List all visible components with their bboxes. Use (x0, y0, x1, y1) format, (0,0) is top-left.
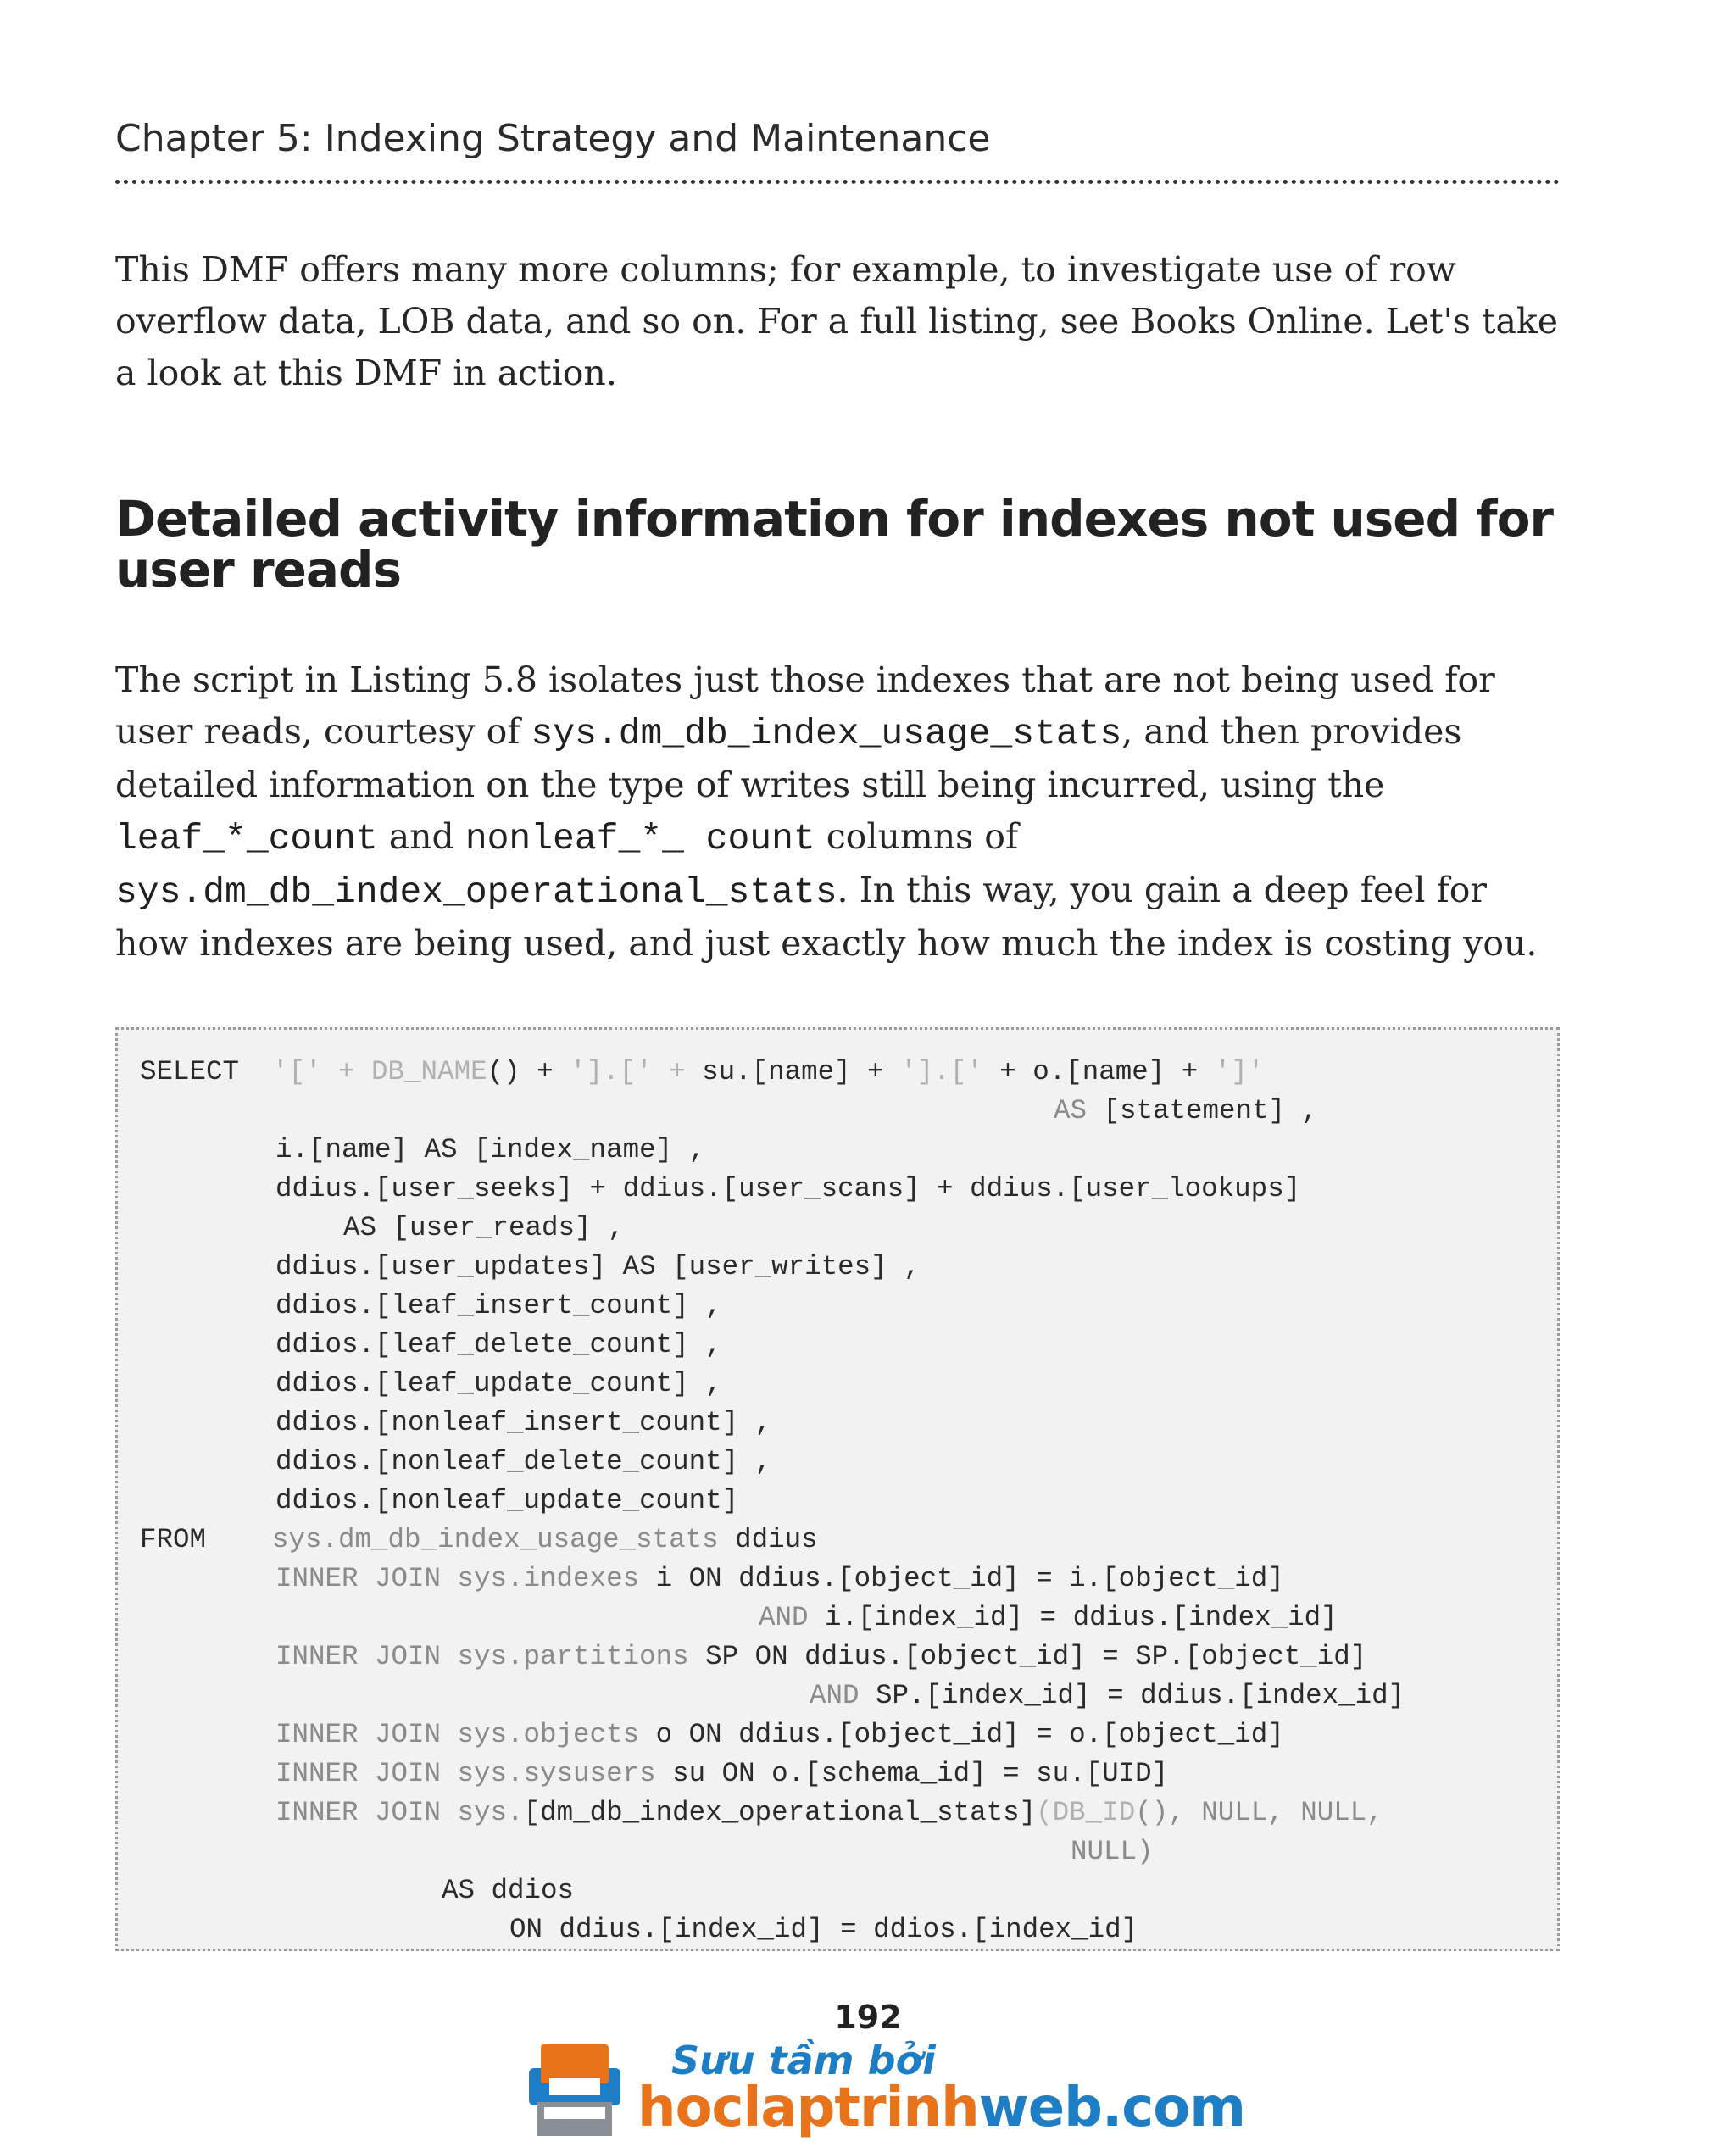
chapter-title: Chapter 5: Indexing Strategy and Maintenance (115, 117, 991, 160)
intro-paragraph: This DMF offers many more columns; for example, to investigate use of row overflow data, LOB data, and so on. For a full listing, see Books Online. Let's take a look at this DMF in action. (115, 249, 1559, 393)
section-heading: Detailed activity information for indexes not used for user reads (115, 490, 1554, 598)
code-line: ddios.[nonleaf_insert_count] , (275, 1407, 772, 1438)
code-line: AS [user_reads] , (343, 1212, 625, 1243)
code-line: ddios.[nonleaf_delete_count] , (275, 1446, 772, 1477)
code-line: ddius.[user_updates] AS [user_writes] , (275, 1251, 921, 1282)
inline-code: leaf_*_count (115, 818, 378, 859)
code-line: AS [statement] , (1054, 1095, 1319, 1126)
code-line: NULL) (1071, 1836, 1154, 1867)
section-paragraph: The script in Listing 5.8 isolates just those indexes that are not being used for user reads, courtesy of sys.dm_db_index_usage_stats, and then provides detailed information on the type of writes still being incurred, using the leaf_*_count and nonleaf_*_ count columns of sys.dm_db_index_operational_stats. In this way, you gain a deep feel for how indexes are being used, and just exactly how much the index is costing you. (115, 659, 1538, 964)
page-number: 192 (834, 1999, 902, 2036)
code-line: INNER JOIN sys.[dm_db_index_operational_stats](DB_ID(), NULL, NULL, (275, 1797, 1383, 1828)
inline-code: sys.dm_db_index_operational_stats (115, 871, 837, 913)
code-line: AS ddios (442, 1875, 575, 1906)
code-line: ddios.[leaf_insert_count] , (275, 1290, 722, 1321)
watermark-site: hoclaptrinhweb.com (637, 2077, 1245, 2139)
code-line: ddios.[leaf_delete_count] , (275, 1329, 722, 1360)
code-line: ddius.[user_seeks] + ddius.[user_scans] + ddius.[user_lookups] (275, 1173, 1301, 1204)
code-line: ON ddius.[index_id] = ddios.[index_id] (509, 1914, 1138, 1945)
watermark-caption: Sưu tầm bởi (671, 2038, 936, 2083)
code-listing (115, 1027, 1560, 1951)
code-line: INNER JOIN sys.objects o ON ddius.[object_id] = o.[object_id] (275, 1719, 1284, 1750)
code-line: AND i.[index_id] = ddius.[index_id] (759, 1602, 1338, 1633)
watermark-logo-icon (527, 2043, 622, 2138)
code-line: AND SP.[index_id] = ddius.[index_id] (810, 1680, 1405, 1711)
code-line: ddios.[leaf_update_count] , (275, 1368, 722, 1399)
code-line: FROM sys.dm_db_index_usage_stats ddius (140, 1524, 818, 1555)
code-line: ddios.[nonleaf_update_count] (275, 1485, 739, 1516)
code-line: SELECT '[' + DB_NAME() + '].[' + su.[name] + '].[' + o.[name] + ']' (140, 1056, 1265, 1087)
code-line: INNER JOIN sys.indexes i ON ddius.[object_id] = i.[object_id] (275, 1563, 1284, 1594)
inline-code: sys.dm_db_index_usage_stats (531, 713, 1122, 754)
code-line: INNER JOIN sys.sysusers su ON o.[schema_id] = su.[UID] (275, 1758, 1169, 1789)
chapter-header (115, 117, 1560, 184)
code-line: i.[name] AS [index_name] , (275, 1134, 706, 1165)
inline-code: nonleaf_*_ count (465, 818, 815, 859)
code-line: INNER JOIN sys.partitions SP ON ddius.[object_id] = SP.[object_id] (275, 1641, 1367, 1672)
